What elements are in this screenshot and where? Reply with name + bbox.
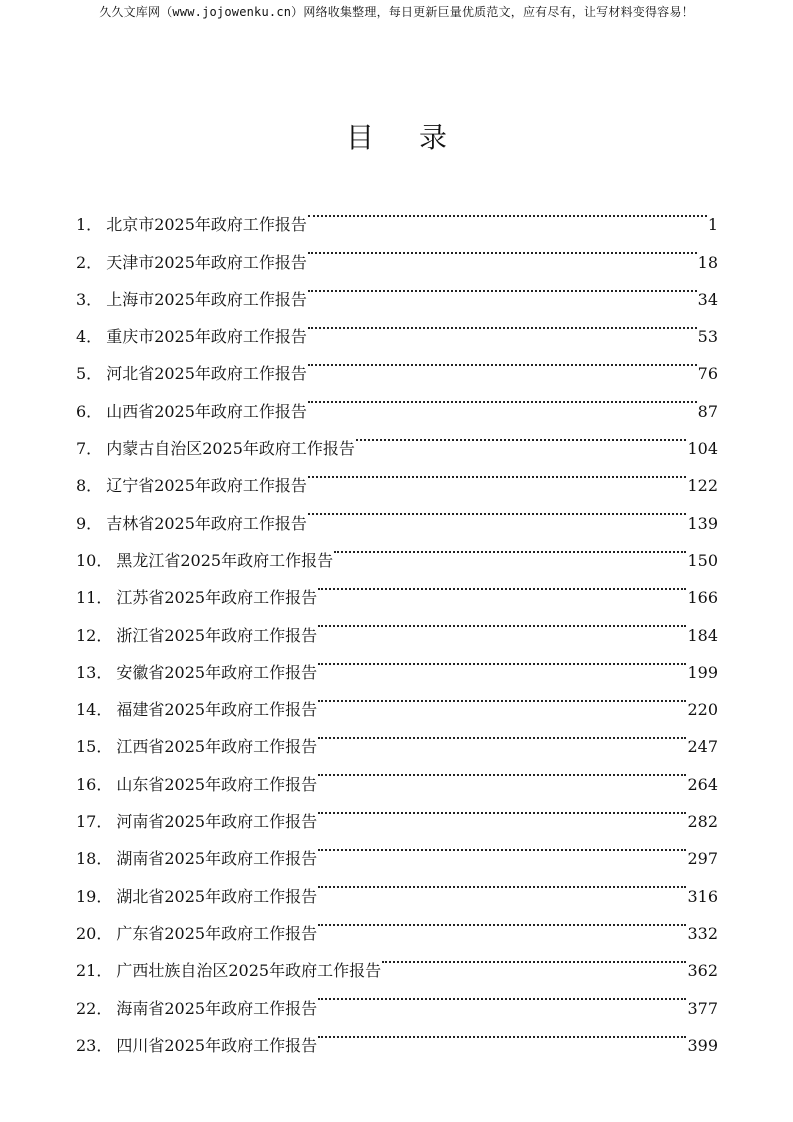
toc-entry-number: 14．: [76, 700, 113, 720]
toc-entry-title: 江苏省2025年政府工作报告: [116, 588, 318, 608]
toc-dot-leader: [318, 902, 686, 939]
page-title: 目 录: [346, 121, 465, 154]
toc-dot-leader: [308, 230, 697, 267]
toc-entry-page-number: 166: [687, 588, 718, 608]
toc-dot-leader: [318, 790, 686, 827]
toc-entry-title: 河南省2025年政府工作报告: [116, 812, 318, 832]
toc-dot-leader: [318, 641, 686, 678]
toc-entry-page-number: 18: [697, 252, 718, 272]
toc-entry-number: 20．: [76, 923, 113, 943]
toc-entry-page-number: 122: [687, 476, 718, 496]
toc-entry-number: 4．: [76, 327, 103, 347]
toc-entry-page-number: 104: [687, 439, 718, 459]
toc-entry-title: 北京市2025年政府工作报告: [106, 215, 307, 235]
toc-entry-number: 10．: [76, 550, 113, 570]
toc-entry-page-number: 184: [687, 625, 718, 645]
toc-entry-page-number: 316: [687, 886, 718, 906]
toc-dot-leader: [308, 491, 687, 528]
toc-entry-number: 17．: [76, 812, 113, 832]
toc-dot-leader: [318, 715, 686, 752]
toc-entry-number: 9．: [76, 513, 103, 533]
toc-dot-leader: [308, 379, 697, 416]
toc-dot-leader: [356, 417, 687, 454]
toc-dot-leader: [382, 939, 686, 976]
toc-entry-title: 辽宁省2025年政府工作报告: [106, 476, 307, 496]
toc-entry-page-number: 199: [687, 662, 718, 682]
toc-entry-number: 5．: [76, 364, 103, 384]
toc-entry-title: 山西省2025年政府工作报告: [106, 401, 307, 421]
toc-entry-number: 23．: [76, 1035, 113, 1055]
toc-dot-leader: [308, 305, 697, 342]
toc-entry-title: 安徽省2025年政府工作报告: [116, 662, 318, 682]
toc-entry-title: 山东省2025年政府工作报告: [116, 774, 318, 794]
toc-entry-title: 广东省2025年政府工作报告: [116, 923, 318, 943]
toc-dot-leader: [318, 603, 686, 640]
toc-dot-leader: [318, 678, 686, 715]
toc-entry-title: 四川省2025年政府工作报告: [116, 1035, 318, 1055]
toc-dot-leader: [318, 1014, 686, 1051]
toc-entry-page-number: 332: [687, 923, 718, 943]
toc-entry-number: 13．: [76, 662, 113, 682]
toc-entry-number: 21．: [76, 961, 113, 981]
toc-entry-title: 广西壮族自治区2025年政府工作报告: [116, 961, 382, 981]
toc-dot-leader: [318, 752, 686, 789]
toc-entry-number: 22．: [76, 998, 113, 1018]
toc-dot-leader: [318, 976, 686, 1013]
toc-entry-page-number: 34: [697, 289, 718, 309]
toc-entry-title: 吉林省2025年政府工作报告: [106, 513, 307, 533]
toc-dot-leader: [308, 193, 707, 230]
toc-entry-number: 3．: [76, 289, 103, 309]
toc-entry-number: 8．: [76, 476, 103, 496]
toc-dot-leader: [308, 268, 697, 305]
table-of-contents: [76, 193, 718, 1055]
toc-entry-title: 湖南省2025年政府工作报告: [116, 849, 318, 869]
toc-entry-number: 12．: [76, 625, 113, 645]
toc-entry-page-number: 150: [687, 550, 718, 570]
toc-entry-number: 18．: [76, 849, 113, 869]
toc-entry-page-number: 220: [687, 700, 718, 720]
toc-entry-title: 浙江省2025年政府工作报告: [116, 625, 318, 645]
toc-entry-title: 福建省2025年政府工作报告: [116, 700, 318, 720]
toc-entry-page-number: 377: [687, 998, 718, 1018]
toc-dot-leader: [318, 566, 686, 603]
toc-entry-number: 7．: [76, 439, 103, 459]
toc-entry-title: 海南省2025年政府工作报告: [116, 998, 318, 1018]
toc-dot-leader: [308, 454, 687, 491]
toc-entry-page-number: 399: [687, 1035, 718, 1055]
toc-entry-title: 黑龙江省2025年政府工作报告: [116, 550, 334, 570]
toc-entry-number: 15．: [76, 737, 113, 757]
toc-entry-page-number: 87: [697, 401, 718, 421]
toc-entry-page-number: 264: [687, 774, 718, 794]
toc-entry-title: 上海市2025年政府工作报告: [106, 289, 307, 309]
toc-entry-number: 6．: [76, 401, 103, 421]
toc-dot-leader: [318, 827, 686, 864]
toc-entry-page-number: 282: [687, 812, 718, 832]
toc-entry-number: 11．: [76, 588, 113, 608]
toc-dot-leader: [308, 342, 697, 379]
toc-entry-page-number: 76: [697, 364, 718, 384]
toc-entry-title: 湖北省2025年政府工作报告: [116, 886, 318, 906]
toc-entry-title: 内蒙古自治区2025年政府工作报告: [106, 439, 355, 459]
toc-entry-number: 19．: [76, 886, 113, 906]
toc-dot-leader: [318, 864, 686, 901]
toc-entry-title: 天津市2025年政府工作报告: [106, 252, 307, 272]
toc-entry[interactable]: [76, 193, 718, 235]
toc-entry-title: 江西省2025年政府工作报告: [116, 737, 318, 757]
toc-entry-number: 1．: [76, 215, 103, 235]
toc-entry-page-number: 297: [687, 849, 718, 869]
toc-dot-leader: [334, 529, 686, 566]
toc-entry-page-number: 53: [697, 327, 718, 347]
toc-entry-page-number: 362: [687, 961, 718, 981]
toc-entry-number: 2．: [76, 252, 103, 272]
toc-entry-page-number: 247: [687, 737, 718, 757]
toc-entry-page-number: 1: [707, 215, 718, 235]
page-header: 久久文库网（www.jojowenku.cn）网络收集整理，每日更新巨量优质范文，应有尽有，让写材料变得容易！: [99, 5, 694, 19]
toc-entry-number: 16．: [76, 774, 113, 794]
toc-entry-page-number: 139: [687, 513, 718, 533]
toc-entry-title: 重庆市2025年政府工作报告: [106, 327, 307, 347]
toc-entry-title: 河北省2025年政府工作报告: [106, 364, 307, 384]
